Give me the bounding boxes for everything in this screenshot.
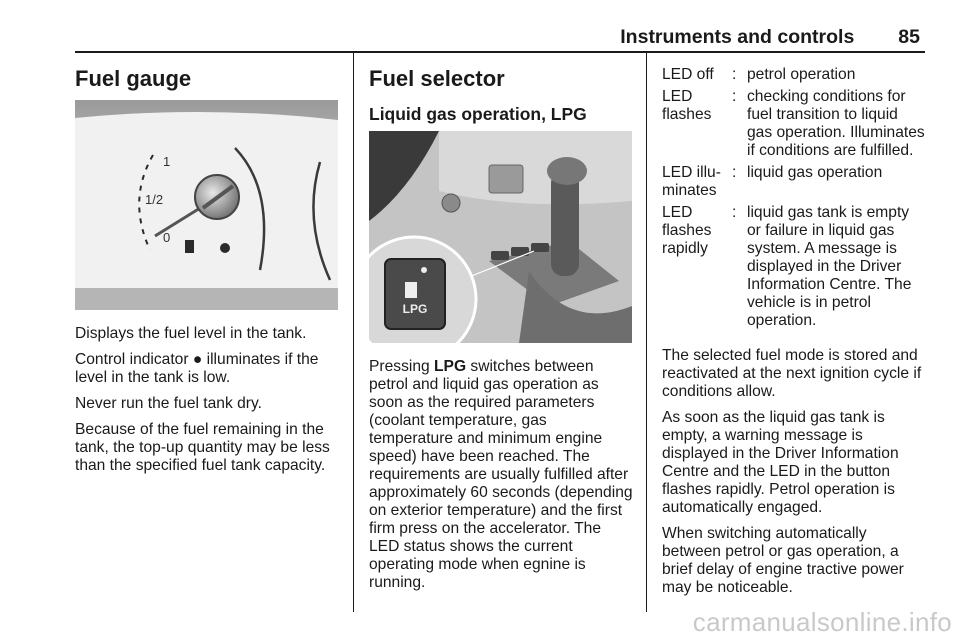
low-fuel-indicator-icon: [220, 243, 230, 253]
header-rule: [75, 51, 925, 53]
header-title: Instruments and controls: [620, 26, 855, 48]
fuel-mode-text: [662, 347, 928, 605]
table-row: LED illu-minates : liquid gas operation: [662, 164, 883, 199]
watermark: carmanualsonline.info: [692, 607, 952, 637]
fuel-gauge-paragraph: Displays the fuel level in the tank.: [75, 325, 307, 342]
column-divider-1: [353, 52, 354, 612]
fuel-gauge-paragraph: Because of the fuel remaining in the tank, the top-up quantity may be less than the specified fuel tank capacity.: [75, 421, 330, 474]
low-fuel-indicator-paragraph: Control indicator ● illuminates if the level in the tank is low.: [75, 351, 319, 386]
indicator-dot-icon: ●: [192, 351, 203, 368]
fuel-selector-heading: Fuel selector: [369, 66, 505, 91]
table-row: LED off : petrol operation: [662, 66, 856, 83]
pressing-paragraph: Pressing LPG switches between petrol and liquid gas operation as soon as the required parameters (coolant temperature, gas temperature and minimum engine speed) have been reached. The requirements are usually fulfilled after approximately 60 seconds (depending on exterior temperature) and the first firm press on the accelerator. The LED status shows the current operating mode when egnine is running.: [369, 358, 633, 591]
lpg-key: LPG: [434, 358, 467, 375]
fuel-mode-paragraph: As soon as the liquid gas tank is empty, a warning message is displayed in the Driver Information Centre and the LED in the button flashes rapidly. Petrol operation is automatically engaged.: [662, 409, 899, 516]
gauge-tick-empty: 0: [163, 230, 171, 245]
lpg-button-label: LPG: [402, 302, 428, 316]
fuel-gauge-image: [75, 100, 338, 310]
table-row: LED flashes : checking conditions for fuel transition to liquid gas operation. Illuminates if conditions are fulfilled.: [662, 88, 925, 159]
column-divider-2: [646, 52, 647, 612]
gauge-tick-half: 1/2: [145, 192, 164, 207]
fuel-gauge-heading: Fuel gauge: [75, 66, 192, 91]
lpg-subheading: Liquid gas operation, LPG: [369, 104, 587, 124]
fuel-gauge-paragraph: Never run the fuel tank dry.: [75, 395, 262, 412]
led-status-table: [662, 66, 926, 334]
table-row: LED flashes rapidly : liquid gas tank is empty or failure in liquid gas system. A message is displayed in the Driver Information Centre. The vehicle is in petrol operation.: [662, 204, 912, 329]
fuel-pump-icon: [185, 240, 194, 253]
fuel-mode-paragraph: When switching automatically between petrol or gas operation, a brief delay of engine tractive power may be noticeable.: [662, 525, 904, 596]
fuel-mode-paragraph: The selected fuel mode is stored and reactivated at the next ignition cycle if conditions allow.: [662, 347, 922, 400]
fuel-gauge-text: [75, 325, 343, 483]
gauge-tick-full: 1: [163, 154, 171, 169]
page-number: 85: [898, 26, 920, 48]
fuel-selector-text: [369, 358, 633, 600]
lpg-fuel-icon: [405, 282, 417, 298]
lpg-selector-image: [369, 131, 632, 343]
page-header: [620, 26, 920, 49]
